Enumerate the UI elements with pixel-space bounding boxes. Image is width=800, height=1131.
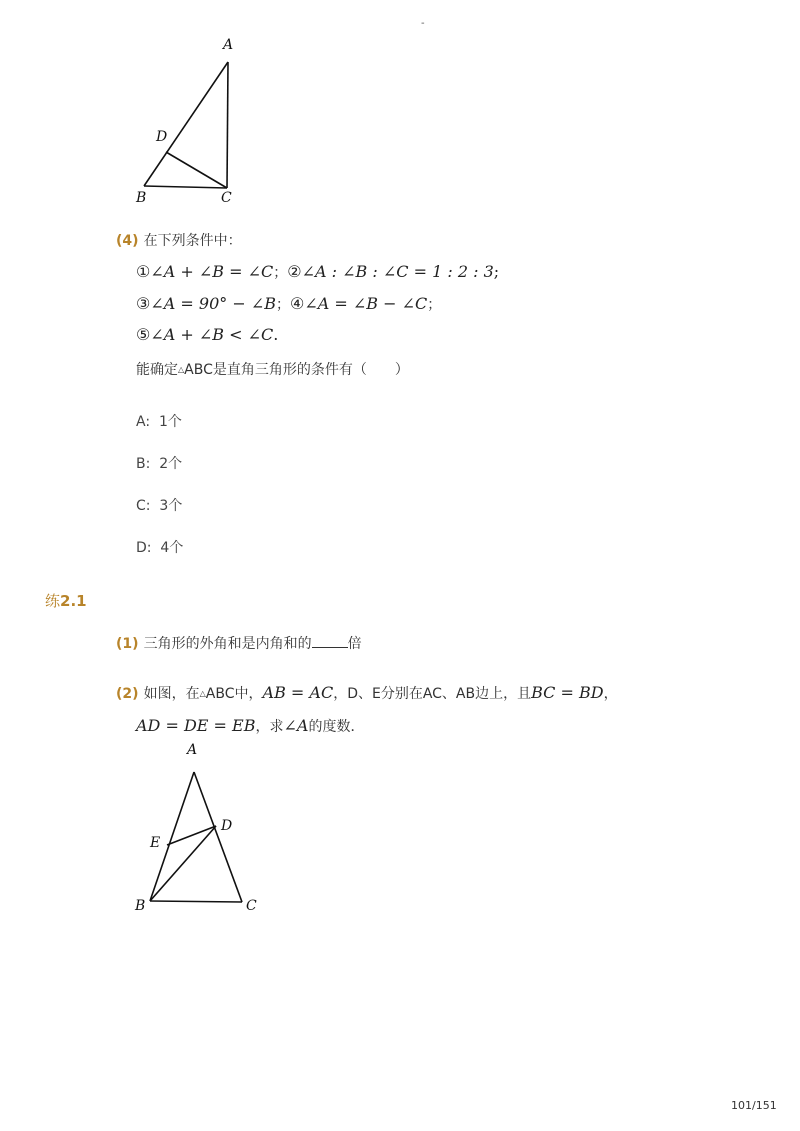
q4-c2-mark: ②: [287, 262, 302, 281]
q4-c1-mark: ①: [136, 262, 151, 281]
option-d[interactable]: [136, 537, 183, 557]
option-a[interactable]: [136, 411, 182, 431]
q4-condition-3: ∠A = 90° − ∠B: [150, 294, 276, 313]
p2-t4: ，: [603, 686, 618, 702]
q4-c4-mark: ④: [289, 294, 305, 313]
q4-conditions-line2: [136, 294, 441, 314]
q4-c5-mark: ⑤: [136, 325, 151, 344]
p2-t2: ABC中，: [205, 686, 263, 702]
p1-label: (1): [116, 636, 139, 652]
q4-sep2: ；: [275, 297, 290, 313]
fig2-label-b: B: [135, 898, 146, 914]
triangle-symbol: △: [199, 689, 206, 698]
fig1-label-b: B: [136, 190, 147, 206]
q4-header: [116, 230, 242, 250]
page-number: 101/151: [731, 1099, 777, 1112]
p1-text-after: 倍: [347, 636, 362, 652]
fig2-label-a: A: [187, 742, 198, 758]
option-b-key: B:: [136, 456, 151, 472]
q4-intro: 在下列条件中：: [143, 233, 242, 249]
option-c-key: C:: [136, 498, 151, 514]
option-a-text: 1个: [158, 414, 182, 430]
q4-label: (4): [116, 233, 139, 249]
p2-t6: 的度数．: [308, 719, 365, 735]
p2-t5: ，求: [255, 719, 284, 735]
option-b[interactable]: [136, 453, 182, 473]
q4-question-post: ABC是直角三角形的条件有（ ）: [184, 362, 409, 378]
triangle-symbol: △: [178, 365, 185, 374]
option-a-key: A:: [136, 414, 151, 430]
problem-2-line1: [116, 683, 618, 703]
option-b-text: 2个: [159, 456, 183, 472]
q4-condition-2: ∠A : ∠B : ∠C = 1 : 2 : 3: [301, 262, 494, 281]
q4-conditions-line3: [136, 325, 278, 344]
p2-m4: ∠A: [283, 716, 309, 735]
p2-m3: AD = DE = EB: [136, 716, 256, 735]
q4-question: [136, 359, 409, 379]
header-dash: -: [421, 18, 425, 29]
option-c-text: 3个: [159, 498, 183, 514]
q4-c3-mark: ③: [136, 294, 151, 313]
section-heading: [45, 590, 87, 611]
q4-conditions-line1: [136, 262, 499, 282]
option-d-text: 4个: [160, 540, 184, 556]
q4-end1: ;: [493, 262, 500, 281]
section-number: 2.1: [60, 592, 87, 610]
p1-text-before: 三角形的外角和是内角和的: [143, 636, 312, 652]
problem-1: [116, 633, 362, 653]
q4-condition-5: ∠A + ∠B < ∠C: [150, 325, 274, 344]
q4-sep1: ；: [273, 265, 288, 281]
fig2-label-d: D: [221, 818, 233, 834]
section-prefix: 练: [45, 592, 61, 610]
p2-m1: AB = AC: [262, 683, 334, 702]
figure-triangle-abc-2: [130, 738, 270, 918]
q4-end3: .: [273, 325, 279, 344]
p2-m2: BC = BD: [531, 683, 604, 702]
fig1-label-a: A: [223, 37, 234, 53]
problem-2-line2: [136, 716, 364, 736]
fig1-label-d: D: [156, 129, 168, 145]
p2-t3: ，D、E分别在AC、AB边上，且: [333, 686, 532, 702]
fig2-label-e: E: [150, 835, 161, 851]
q4-question-pre: 能确定: [136, 362, 178, 378]
p2-label: (2): [116, 686, 139, 702]
q4-end2: ；: [427, 297, 442, 313]
fig2-label-c: C: [246, 898, 257, 914]
q4-condition-1: ∠A + ∠B = ∠C: [150, 262, 274, 281]
option-d-key: D:: [136, 540, 152, 556]
figure-triangle-abc-1: [128, 34, 248, 209]
p2-t1: 如图，在: [143, 686, 200, 702]
option-c[interactable]: [136, 495, 182, 515]
p1-answer-blank[interactable]: [312, 635, 348, 648]
fig1-label-c: C: [221, 190, 232, 206]
q4-condition-4: ∠A = ∠B − ∠C: [304, 294, 428, 313]
